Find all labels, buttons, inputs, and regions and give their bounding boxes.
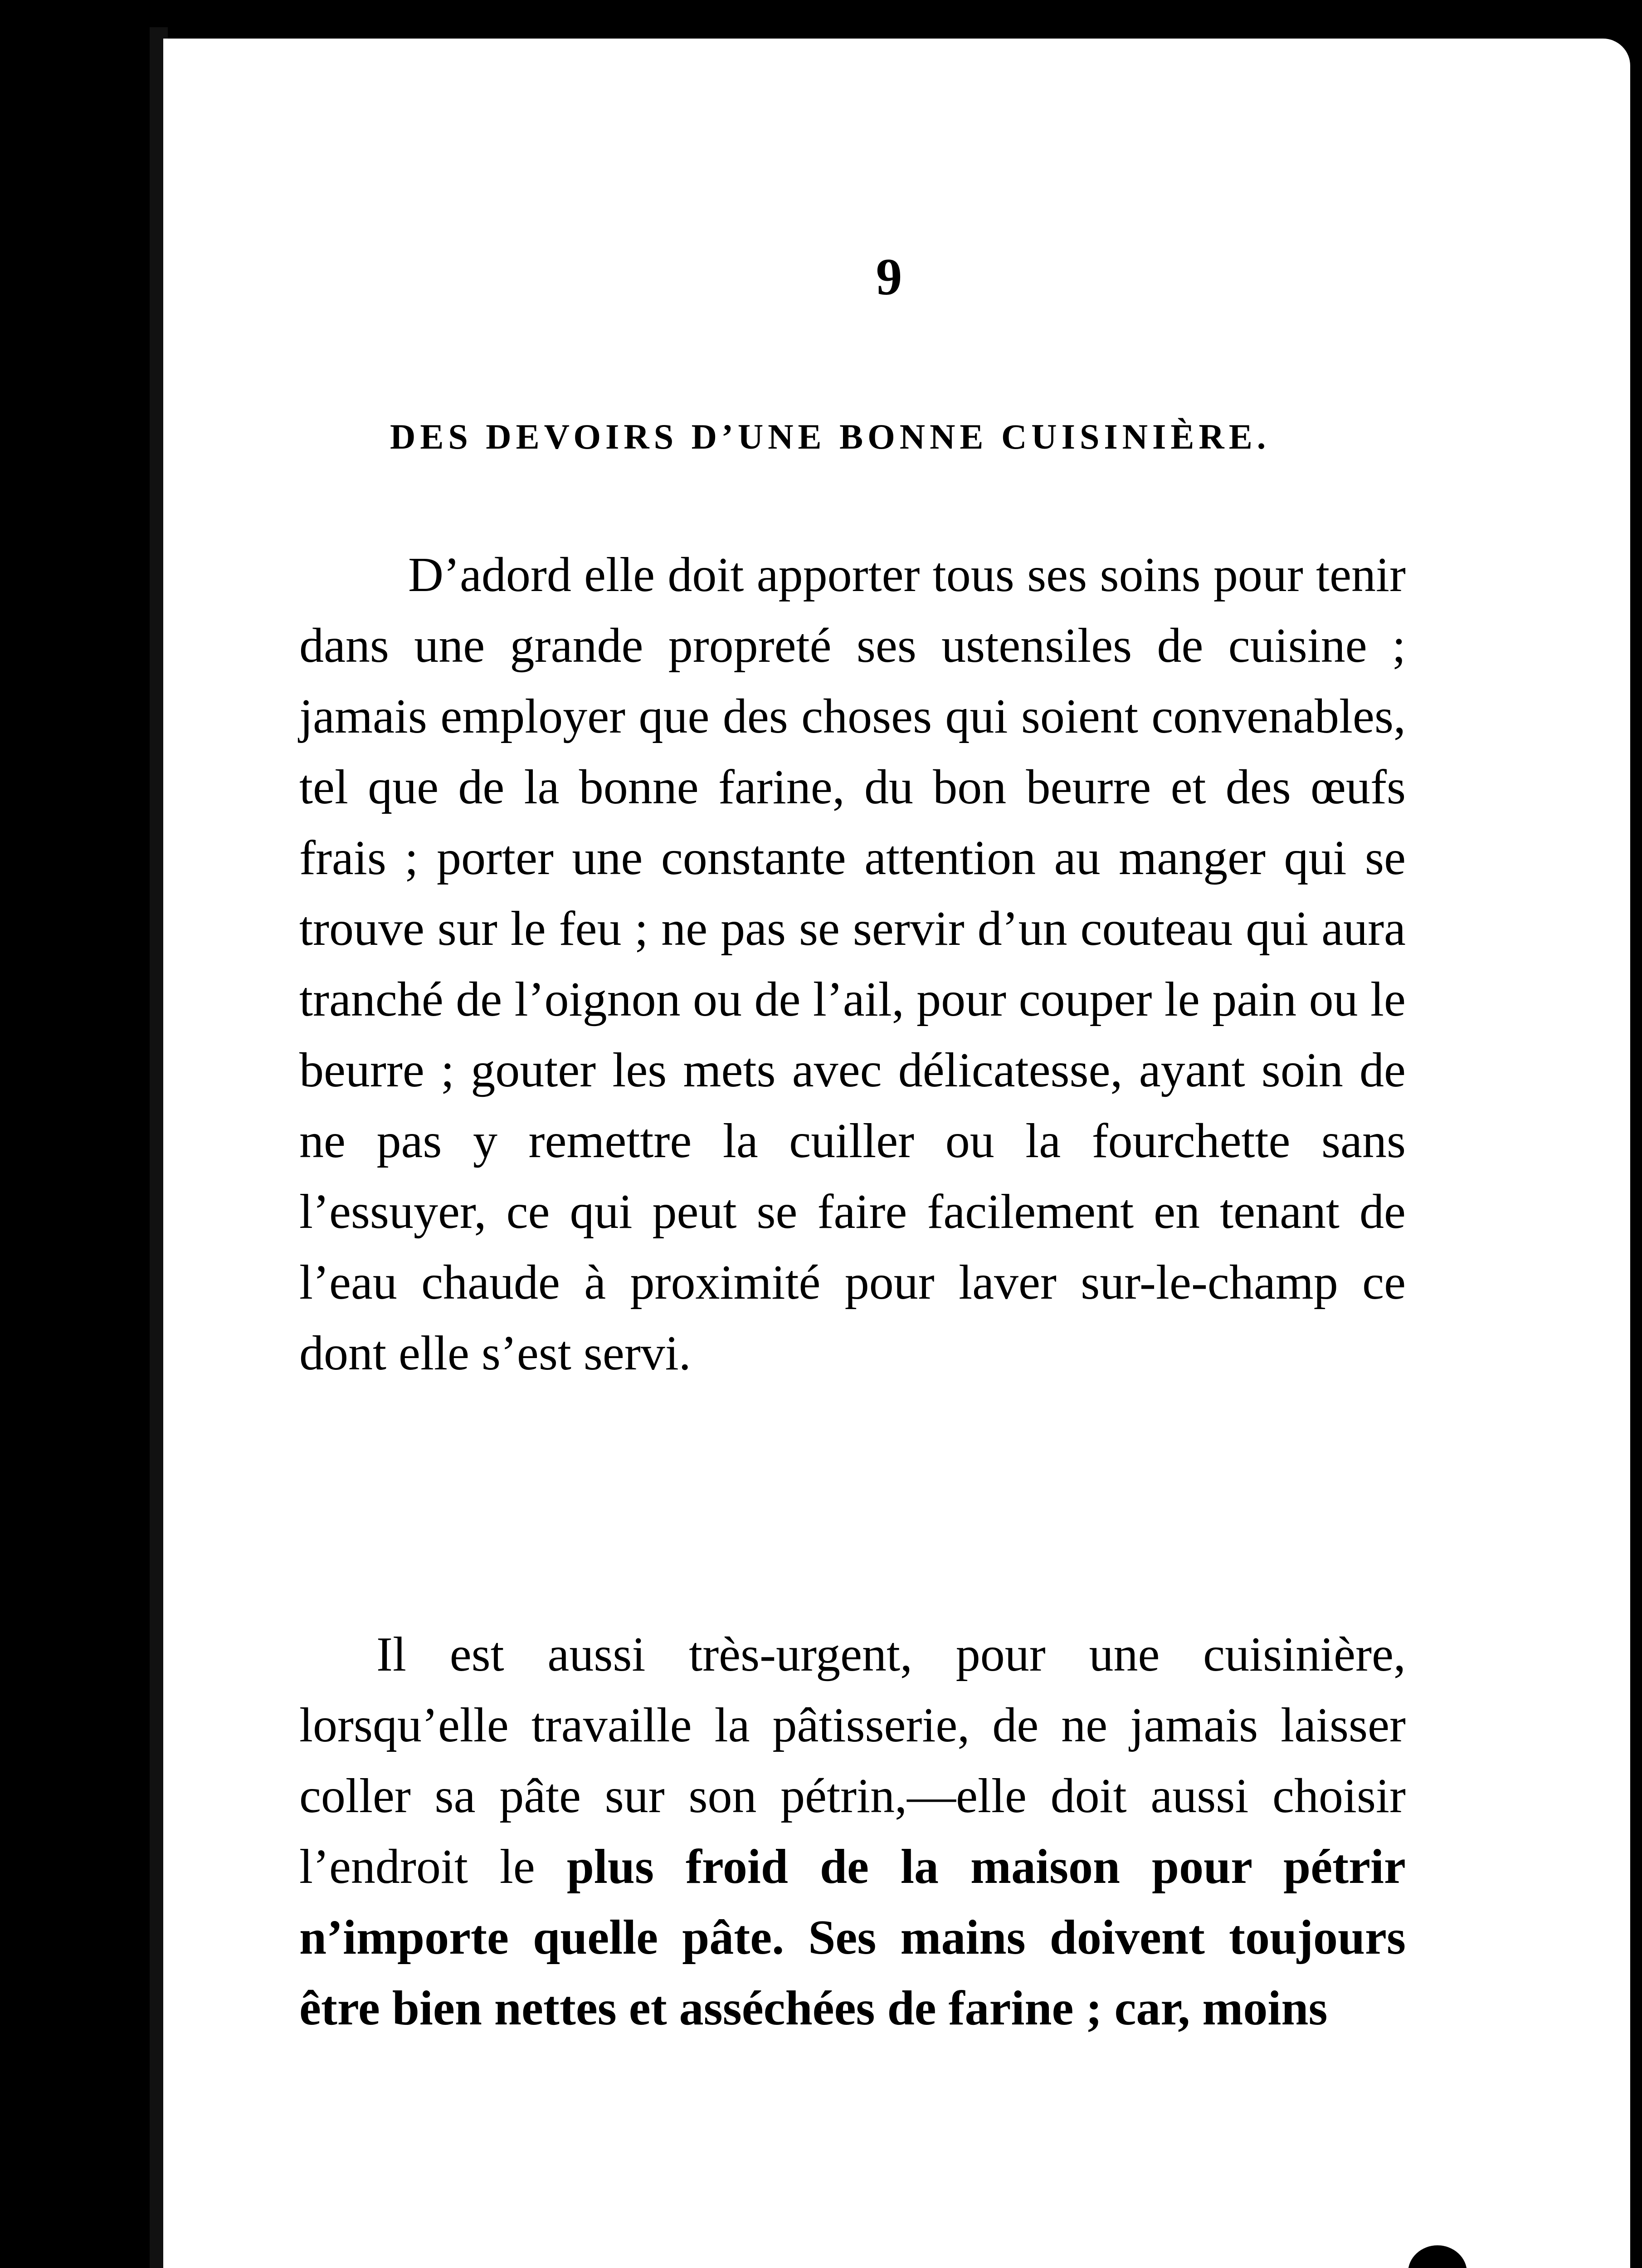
paragraph-2-bold-text: plus froid de la maison pour pétrir n’importe quelle pâte. Ses mains doivent toujours être bien nettes et asséchées de farine ; car, moins bbox=[299, 1840, 1406, 2035]
paragraph-2 bbox=[299, 1619, 1406, 2044]
chapter-title: DES DEVOIRS D’UNE BONNE CUISINIÈRE. bbox=[390, 417, 1271, 456]
paragraph-1: D’adord elle doit apporter tous ses soins pour tenir dans une grande propreté ses ustensiles de cuisine ; jamais employer que des choses qui soient convenables, tel que de la bonne farine, du bon beurre et des œufs frais ; porter une constante attention au manger qui se trouve sur le feu ; ne pas se servir d’un couteau qui aura tranché de l’oignon ou de l’ail, pour couper le pain ou le beurre ; gouter les mets avec délicatesse, ayant soin de ne pas y remettre la cuiller ou la fourchette sans l’essuyer, ce qui peut se faire facilement en tenant de l’eau chaude à proximité pour laver sur-le-champ ce dont elle s’est servi. bbox=[299, 548, 1406, 1380]
page-number: 9 bbox=[876, 248, 902, 306]
paragraph-2-regular-text: Il est aussi très-urgent, pour une cuisinière, lorsqu’elle travaille la pâtisserie, de ne jamais laisser coller sa pâte sur son pétrin,—elle doit aussi choisir l’endroit le bbox=[299, 1628, 1406, 1894]
